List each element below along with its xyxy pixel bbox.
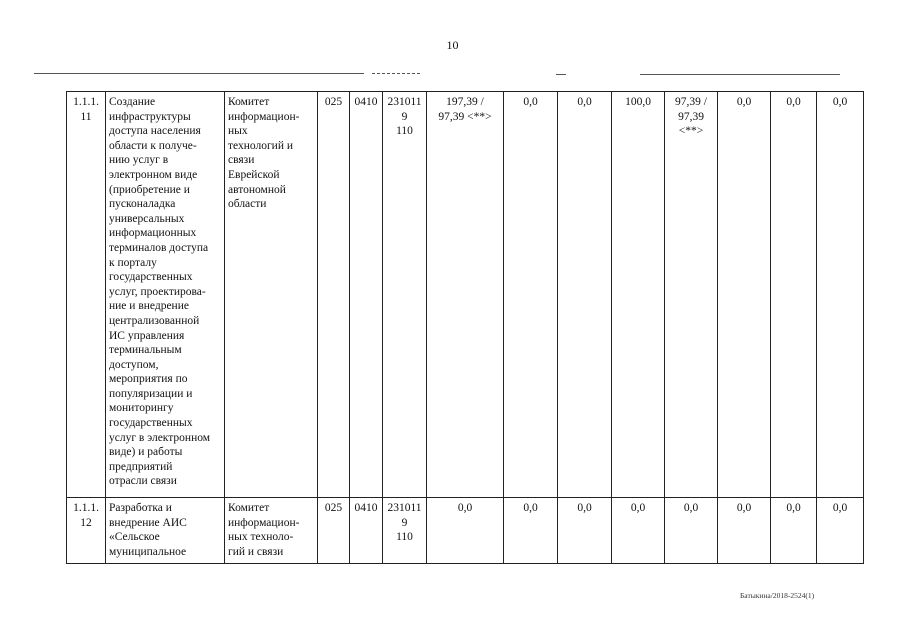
executor: Комитет информацион- ных технологий и связи Еврейской автономной области xyxy=(225,92,318,498)
grbs-code: 025 xyxy=(318,498,350,564)
year-value: 0,0 xyxy=(665,498,718,564)
header-rule xyxy=(34,73,364,74)
year-value: 0,0 xyxy=(504,498,558,564)
year-value: 0,0 xyxy=(771,498,817,564)
year-value: 0,0 xyxy=(718,498,771,564)
rzpr-code: 0410 xyxy=(350,498,383,564)
document-footer: Батыкина/2018-2524(1) xyxy=(740,591,815,600)
row-number: 1.1.1. 12 xyxy=(67,498,106,564)
table-row xyxy=(67,92,864,498)
header-rule xyxy=(556,74,566,75)
table-row xyxy=(67,498,864,564)
page-number: 10 xyxy=(446,38,459,52)
activity-name: Разработка и внедрение АИС «Сельское муниципальное xyxy=(106,498,225,564)
csr-code: 2310119 110 xyxy=(383,498,427,564)
year-value: 0,0 xyxy=(771,92,817,498)
year-value: 97,39 / 97,39 <**> xyxy=(665,92,718,498)
activity-name: Создание инфраструктуры доступа населения области к получе- нию услуг в электронном виде (приобретение и пусконаладка универсальных информационных терминалов доступа к порталу государственных услуг, проектирова- ние и внедрение централизованной ИС управления терминальным доступом, мероприятия по популяризации и мониторингу государственных услуг в электронном виде) и работы предприятий отрасли связи xyxy=(106,92,225,498)
row-number: 1.1.1. 11 xyxy=(67,92,106,498)
year-value: 0,0 xyxy=(817,498,864,564)
year-value: 0,0 xyxy=(558,498,612,564)
year-value: 0,0 xyxy=(612,498,665,564)
csr-code: 2310119 110 xyxy=(383,92,427,498)
header-rule xyxy=(372,73,420,74)
year-value: 0,0 xyxy=(817,92,864,498)
year-value: 0,0 xyxy=(718,92,771,498)
year-value: 100,0 xyxy=(612,92,665,498)
grbs-code: 025 xyxy=(318,92,350,498)
year-value: 0,0 xyxy=(558,92,612,498)
program-table xyxy=(66,91,864,564)
header-rule xyxy=(640,74,840,75)
year-value: 0,0 xyxy=(504,92,558,498)
rzpr-code: 0410 xyxy=(350,92,383,498)
executor: Комитет информацион- ных техноло- гий и связи xyxy=(225,498,318,564)
total-value: 197,39 / 97,39 <**> xyxy=(427,92,504,498)
total-value: 0,0 xyxy=(427,498,504,564)
